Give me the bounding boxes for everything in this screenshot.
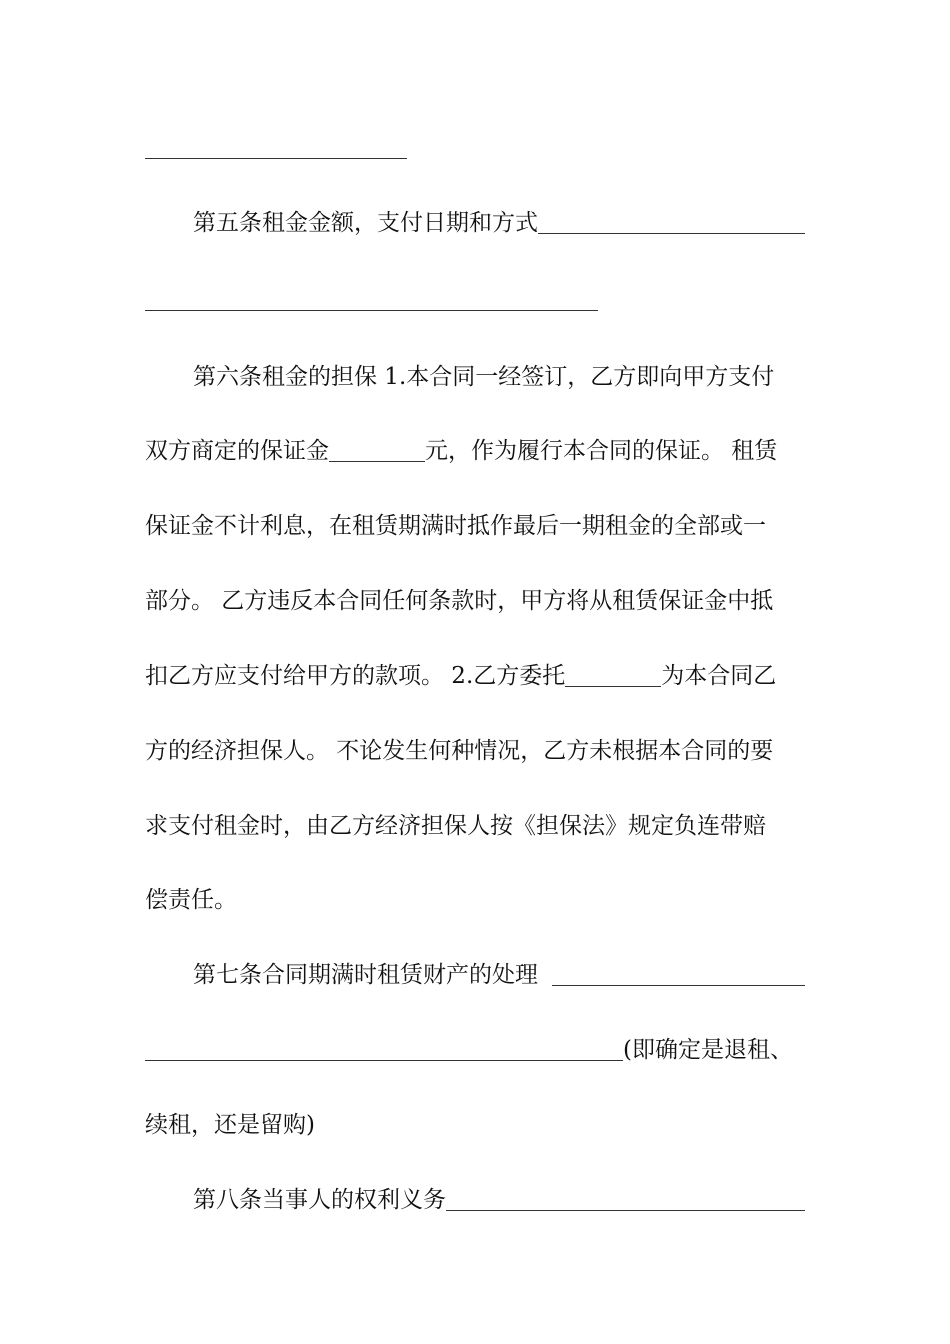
article-6-text-7: 求支付租金时，由乙方经济担保人按《担保法》规定负连带赔 — [145, 813, 766, 839]
article-6-line-8 — [145, 885, 805, 915]
blank-field — [552, 963, 805, 986]
article-7-line-2 — [145, 1035, 805, 1065]
blank-line — [145, 158, 407, 159]
article-6-line-6 — [145, 736, 805, 766]
article-5-line — [193, 208, 805, 238]
article-6-line-2 — [145, 436, 805, 466]
article-7-text-1: 第七条合同期满时租赁财产的处理 — [193, 962, 538, 988]
article-7-line-1 — [193, 960, 805, 990]
guarantor-blank — [565, 664, 661, 687]
article-6-text-6: 方的经济担保人。 不论发生何种情况，乙方未根据本合同的要 — [145, 738, 774, 764]
article-6-text-3: 保证金不计利息，在租赁期满时抵作最后一期租金的全部或一 — [145, 513, 766, 539]
article-6-text-1: 第六条租金的担保 1.本合同一经签订，乙方即向甲方支付 — [193, 364, 775, 390]
article-6-text-4: 部分。 乙方违反本合同任何条款时，甲方将从租赁保证金中抵 — [145, 588, 774, 614]
blank-line — [145, 310, 598, 311]
blank-field — [538, 211, 805, 234]
article-6-text-2b: 元，作为履行本合同的保证。 租赁 — [425, 438, 778, 464]
article-5-text: 第五条租金金额，支付日期和方式 — [193, 210, 538, 236]
blank-field — [446, 1188, 805, 1211]
article-7-text-2: (即确定是退租、 — [623, 1037, 793, 1063]
article-7-text-3: 续租，还是留购) — [145, 1112, 315, 1138]
article-8-line — [193, 1185, 805, 1215]
article-8-text: 第八条当事人的权利义务 — [193, 1187, 446, 1213]
article-6-text-5b: 为本合同乙 — [661, 663, 777, 689]
article-6-text-2a: 双方商定的保证金 — [145, 438, 329, 464]
blank-field — [145, 1038, 623, 1061]
article-6-line-1 — [193, 362, 805, 392]
article-6-text-8: 偿责任。 — [145, 887, 237, 913]
article-6-text-5a: 扣乙方应支付给甲方的款项。 2.乙方委托 — [145, 663, 566, 689]
article-7-line-3 — [145, 1110, 805, 1140]
article-6-line-7 — [145, 811, 805, 841]
article-6-line-4 — [145, 586, 805, 616]
article-6-line-3 — [145, 511, 805, 541]
article-6-line-5 — [145, 661, 805, 691]
deposit-amount-blank — [329, 439, 425, 462]
